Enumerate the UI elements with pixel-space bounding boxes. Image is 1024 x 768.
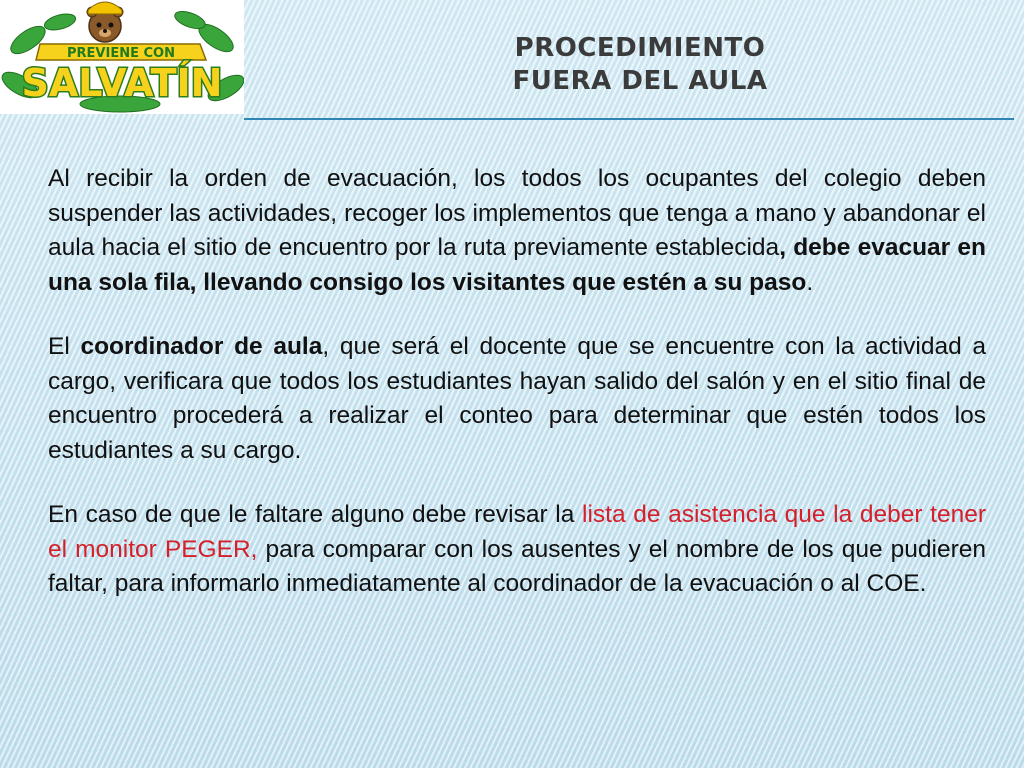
slide-title [400, 32, 880, 98]
p3-text: para comparar con los ausentes y el nombre de los que pudieren faltar, para informarlo inmediatamente al coordinador de la evacuación o al COE. [48, 535, 986, 597]
svg-text:PREVIENE CON: PREVIENE CON [67, 46, 175, 61]
title-line-1: PROCEDIMIENTO [514, 33, 766, 63]
bear-mascot-icon [87, 2, 123, 42]
title-line-2: FUERA DEL AULA [512, 66, 768, 96]
paragraph-2 [48, 330, 986, 468]
salvatin-logo [0, 0, 244, 114]
p3-lead: En caso de que le faltare alguno debe revisar la [48, 501, 582, 528]
p2-bold-term: coordinador de aula [80, 333, 323, 360]
p3-red-text: lista de asistencia que la deber tener el monitor PEGER, [48, 501, 987, 563]
p1-end: . [806, 268, 814, 296]
body-text [48, 162, 986, 632]
p1-text: Al recibir la orden de evacuación, los todos los ocupantes del colegio deben suspender las actividades, recoger los implementos que tenga a mano y abandonar el aula hacia el sitio de encuentro por la ruta previamente establecida [48, 165, 986, 261]
title-divider [244, 118, 1014, 120]
p1-bold-text: , debe evacuar en una sola fila, llevando consigo los visitantes que estén a su paso [48, 234, 986, 296]
logo-graphic [0, 0, 244, 114]
paragraph-1 [48, 162, 986, 300]
p2-text: , que será el docente que se encuentre con la actividad a cargo, verificara que todos los estudiantes hayan salido del salón y en el sitio final de encuentro procederá a realizar el conteo para determinar que estén todos los estudiantes a su cargo. [48, 333, 987, 464]
paragraph-3 [48, 498, 986, 602]
p2-lead: El [48, 333, 81, 360]
svg-text:SALVATÍN: SALVATÍN [21, 61, 223, 105]
